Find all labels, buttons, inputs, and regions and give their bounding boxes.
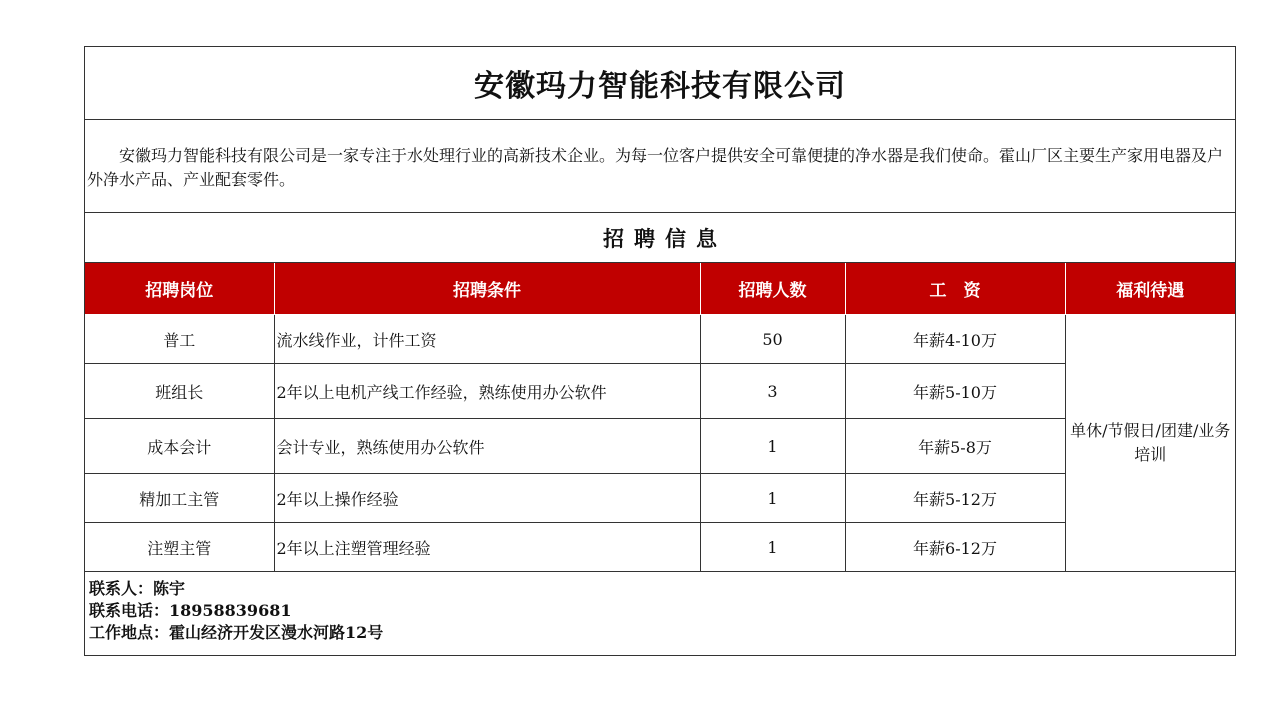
- header-count: 招聘人数: [700, 263, 845, 315]
- cell-position: 成本会计: [85, 419, 274, 474]
- cell-salary: 年薪5-10万: [845, 364, 1065, 419]
- cell-benefits: 单休/节假日/团建/业务培训: [1065, 315, 1235, 572]
- header-benefits: 福利待遇: [1065, 263, 1235, 315]
- table-row: [85, 315, 1235, 364]
- cell-count: 3: [700, 364, 845, 419]
- cell-salary: 年薪5-8万: [845, 419, 1065, 474]
- cell-position: 班组长: [85, 364, 274, 419]
- table-row: [85, 419, 1235, 474]
- company-title: 安徽玛力智能科技有限公司: [85, 47, 1235, 120]
- company-intro: 安徽玛力智能科技有限公司是一家专注于水处理行业的高新技术企业。为每一位客户提供安全可靠便捷的净水器是我们使命。霍山厂区主要生产家用电器及户外净水产品、产业配套零件。: [85, 120, 1235, 213]
- section-title: 招聘信息: [85, 213, 1235, 263]
- contact-phone: 联系电话：18958839681: [89, 601, 292, 620]
- table-row: [85, 523, 1235, 572]
- cell-count: 1: [700, 474, 845, 523]
- contact-person: 联系人：陈宇: [89, 579, 186, 598]
- cell-count: 1: [700, 419, 845, 474]
- recruitment-sheet: [84, 46, 1236, 656]
- jobs-table: [85, 263, 1235, 572]
- work-address: 工作地点：霍山经济开发区漫水河路12号: [89, 623, 384, 642]
- cell-position: 精加工主管: [85, 474, 274, 523]
- cell-requirement: 流水线作业，计件工资: [274, 315, 700, 364]
- table-header-row: [85, 263, 1235, 315]
- cell-salary: 年薪6-12万: [845, 523, 1065, 572]
- cell-requirement: 会计专业，熟练使用办公软件: [274, 419, 700, 474]
- cell-requirement: 2年以上电机产线工作经验，熟练使用办公软件: [274, 364, 700, 419]
- header-requirement: 招聘条件: [274, 263, 700, 315]
- header-salary: 工 资: [845, 263, 1065, 315]
- cell-position: 注塑主管: [85, 523, 274, 572]
- cell-position: 普工: [85, 315, 274, 364]
- cell-requirement: 2年以上注塑管理经验: [274, 523, 700, 572]
- cell-salary: 年薪4-10万: [845, 315, 1065, 364]
- cell-count: 1: [700, 523, 845, 572]
- cell-salary: 年薪5-12万: [845, 474, 1065, 523]
- table-row: [85, 474, 1235, 523]
- contact-block: [85, 572, 1235, 644]
- cell-count: 50: [700, 315, 845, 364]
- header-position: 招聘岗位: [85, 263, 274, 315]
- cell-requirement: 2年以上操作经验: [274, 474, 700, 523]
- table-row: [85, 364, 1235, 419]
